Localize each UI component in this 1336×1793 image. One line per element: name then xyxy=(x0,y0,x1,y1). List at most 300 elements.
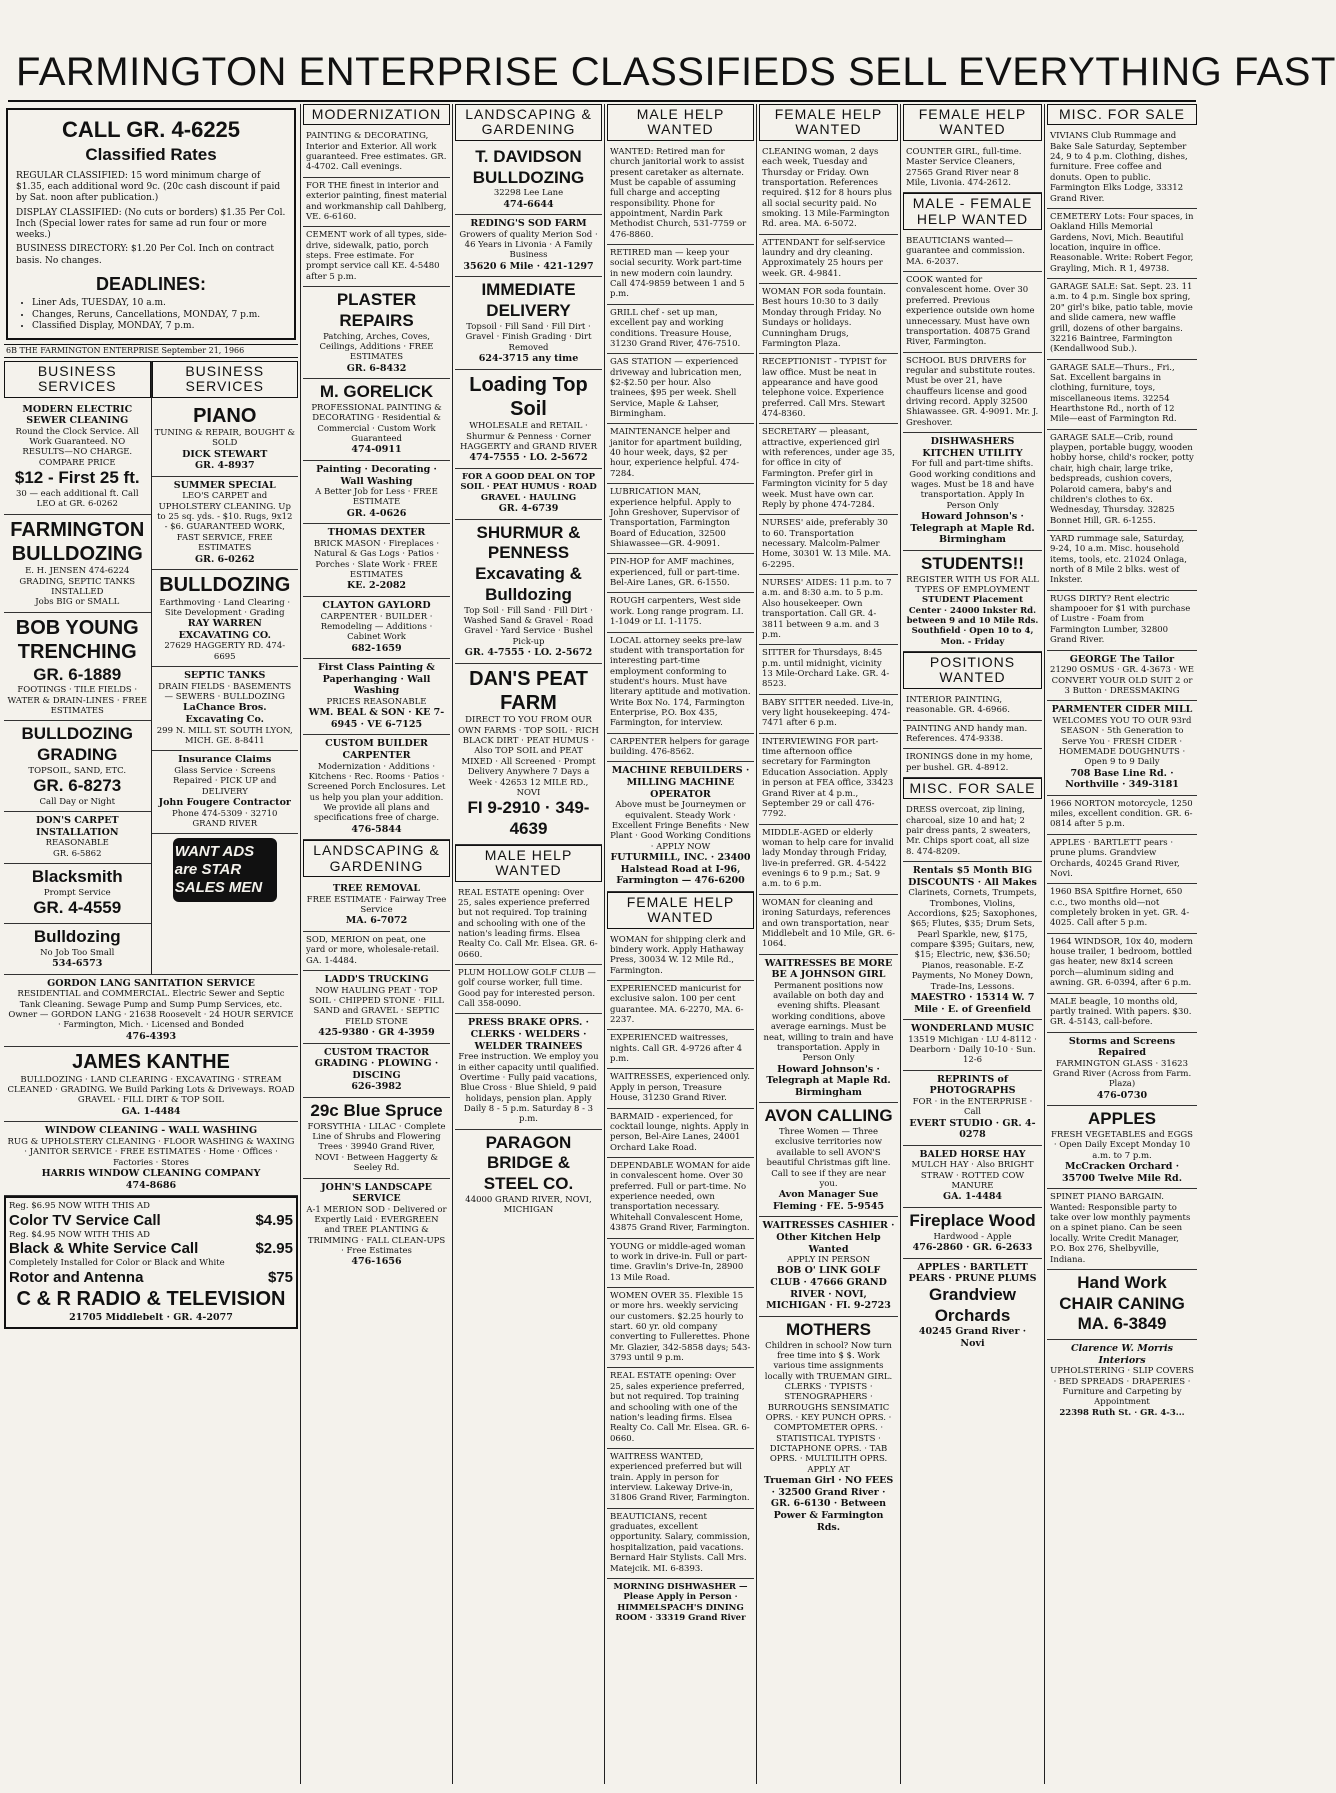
ad-text: GAS STATION — experienced driveway and lubrication men, $2-$2.50 per hour. Also trainees, $95 per week. Shell Service, Maple & Lahser, Birmingham. xyxy=(610,357,742,420)
ad-headline: BOB YOUNG TRENCHING xyxy=(15,616,139,664)
ad xyxy=(759,354,898,424)
ad xyxy=(1047,360,1197,430)
ad-footer: 534-6573 xyxy=(52,958,103,970)
ad-footer: WM. BEAL & SON · KE 7-6945 · VE 6-7125 xyxy=(308,707,445,730)
ad-name: HARRIS WINDOW CLEANING COMPANY xyxy=(41,1167,261,1179)
ad xyxy=(607,1288,754,1369)
ad-footer: 299 N. MILL ST. SOUTH LYON, MICH. GE. 8-8411 xyxy=(156,725,293,746)
ad-headline: PLASTER REPAIRS xyxy=(336,290,417,330)
ad xyxy=(303,379,450,461)
ad xyxy=(1047,531,1197,591)
ad-headline: Insurance Claims xyxy=(178,754,272,766)
section-header: MALE HELP WANTED xyxy=(607,104,754,141)
ad-text: MALE beagle, 10 months old, partly trained. With papers. $30. GR. 4-5143, call-before. xyxy=(1050,996,1192,1028)
ad xyxy=(607,593,754,632)
ad xyxy=(303,1098,450,1179)
ad xyxy=(607,1158,754,1239)
ad xyxy=(759,1317,898,1537)
column-misc-for-sale xyxy=(1047,104,1197,1784)
ad-footer: GR. 6-8432 xyxy=(346,362,407,374)
ad-text: FRESH VEGETABLES and EGGS · Open Daily Except Monday 10 a.m. to 7 p.m. xyxy=(1050,1130,1194,1161)
section-header: BUSINESS SERVICES xyxy=(4,361,151,398)
ad xyxy=(455,1014,602,1129)
ad xyxy=(903,1146,1042,1208)
ad-text: WOMEN OVER 35. Flexible 15 or more hrs. weekly servicing our customers. $2.25 hourly to start. 60 yr. old company converting to Fullerettes. Phone Mr. Glazier, 342-5858 days; 543-3793 until 9 p.m. xyxy=(610,1290,751,1364)
ad xyxy=(455,885,602,966)
ad-headline: SUMMER SPECIAL xyxy=(173,479,276,491)
ad-text: NOW HAULING PEAT · TOP SOIL · CHIPPED STONE · FILL SAND and GRAVEL · SEPTIC FIELD STONE xyxy=(308,985,445,1027)
ad-headline: WINDOW CLEANING - WALL WASHING xyxy=(44,1125,258,1137)
ad-headline: Storms and Screens Repaired xyxy=(1068,1035,1176,1059)
ad-text: Round the Clock Service. All Work Guaranteed. NO RESULTS—NO CHARGE. COMPARE PRICE xyxy=(15,426,139,468)
ad xyxy=(1047,1033,1197,1107)
ad xyxy=(1047,430,1197,531)
ad xyxy=(152,477,299,570)
ad xyxy=(759,955,898,1104)
ad-text: BRICK MASON · Fireplaces · Natural & Gas Logs · Patios · Porches · Slate Work · FREE ESTIMATES xyxy=(313,538,440,581)
ad-text: FARMINGTON GLASS · 31623 Grand River (Across from Farm. Plaza) xyxy=(1052,1058,1192,1090)
ad-footer: GR. 4-0626 xyxy=(346,507,407,519)
ad-text: UPHOLSTERING · SLIP COVERS · BED SPREADS · DRAPERIES · Furniture and Carpeting by Appointment xyxy=(1050,1366,1194,1408)
ad-text: FOR · in the ENTERPRISE · Call xyxy=(912,1096,1033,1118)
ad-name: DICK STEWART xyxy=(182,448,268,460)
ad-footer: STUDENT Placement Center · 24000 Inkster Rd. between 9 and 10 Mile Rds. Southfield · Open 10 to 4, Mon. - Friday xyxy=(906,595,1039,647)
ad xyxy=(1047,651,1197,702)
ad-footer: Jobs BIG or SMALL xyxy=(35,597,120,608)
ad-headline: MOTHERS xyxy=(786,1319,871,1339)
ad-footer: GR. 4-7555 · LO. 2-5672 xyxy=(464,647,593,659)
ad xyxy=(1047,209,1197,279)
section-header: FEMALE HELP WANTED xyxy=(903,104,1042,141)
ad-headline: LADD'S TRUCKING xyxy=(324,974,429,986)
ad-footer: 27629 HAGGERTY RD. 474-6695 xyxy=(164,641,286,662)
ad-text: 21290 OSMUS · GR. 4-3673 · WE CONVERT YOUR OLD SUIT 2 or 3 Button · DRESSMAKING xyxy=(1050,665,1194,696)
classified-rates-box xyxy=(6,108,296,340)
deadlines-list xyxy=(16,298,286,332)
ad-headline: WAITRESSES CASHIER · Other Kitchen Help Wanted xyxy=(762,1220,895,1255)
ad-text: WAITRESS WANTED, experienced preferred but will train. Apply in person for interview. Lakeway Drive-in, 31806 Grand River, Farmington. xyxy=(610,1451,750,1504)
ad-footer: EVERT STUDIO · GR. 4-0278 xyxy=(909,1117,1036,1141)
ad-headline: Clarence W. Morris Interiors xyxy=(1070,1343,1174,1366)
ad-footer: 682-1659 xyxy=(351,642,402,654)
column-business-services xyxy=(4,104,298,1784)
column-divider xyxy=(1044,104,1045,1784)
ad-text: E. H. JENSEN 474-6224 GRADING, SEPTIC TANKS INSTALLED xyxy=(19,566,136,598)
column-modernization xyxy=(303,104,450,1784)
section-header: BUSINESS SERVICES xyxy=(152,361,299,398)
ad-text: Free instruction. We employ you in either capacity until qualified. Overtime · Fully paid vacations, Blue Cross · Blue Shield, 9 paid holidays, pension plan. Apply Daily 8 - 5 p.m. Saturday 8 - 3 p.m. xyxy=(458,1052,599,1125)
section-header: LANDSCAPING & GARDENING xyxy=(455,104,602,141)
ad xyxy=(903,233,1042,272)
ad-text: WOMAN for shipping clerk and bindery work. Apply Hathaway Press, 30034 W. 12 Mile Rd., Farmington. xyxy=(610,934,746,976)
ad xyxy=(4,1047,298,1122)
ad xyxy=(903,1020,1042,1071)
ad-headline: REPRINTS of PHOTOGRAPHS xyxy=(929,1073,1016,1097)
ad-headline: Loading Top Soil xyxy=(469,373,588,420)
ad-text: DRESS overcoat, zip lining, charcoal, size 10 and hat; 2 pair dress pants, 2 sweaters, Mr. Chips sport coat, all size 8. 474-8209. xyxy=(906,805,1031,857)
ad xyxy=(903,1208,1042,1259)
ad-text: DRAIN FIELDS · BASEMENTS — SEWERS · BULLDOZING xyxy=(158,681,292,703)
ad xyxy=(903,1071,1042,1146)
ad-text: Children in school? Now turn free time into $ $. Work various time assignments locally with TRUEMAN GIRL. CLERKS · TYPISTS · STENOGRAPHERS · BURROUGHS SENSIMATIC OPRS. · KEY PUNCH OPRS. · COMPTOMETER OPRS. · STATISTICAL TYPISTS · DICTAPHONE OPRS. · TAB OPRS. · MULTILITH OPRS. APPLY AT xyxy=(764,1340,893,1475)
ad-text: WELCOMES YOU TO OUR 93rd SEASON · 5th Generation to Serve You · FRESH CIDER · HOMEMADE DOUGHNUTS · Open 9 to 9 Daily xyxy=(1052,715,1192,768)
ad-text: BEAUTICIANS, recent graduates, excellent opportunity. Salary, commission, hospitalization, paid vacations. Bernard Hair Stylists. Call Mrs. Matejcik. MI. 6-8393. xyxy=(610,1511,751,1574)
ad xyxy=(903,1259,1042,1354)
ad-text: Permanent positions now available on both day and evening shifts. Pleasant working conditions, above average earnings. Must be neat, willing to train and have transportation. Apply in Person Only xyxy=(763,980,894,1064)
deadlines-title: DEADLINES: xyxy=(95,273,206,294)
ad-headline: MACHINE REBUILDERS · MILLING MACHINE OPERATOR xyxy=(611,765,750,800)
ad-headline: BULLDOZING GRADING xyxy=(21,724,133,765)
ad-headline: WAITRESSES BE MORE BE A JOHNSON GIRL xyxy=(764,957,893,981)
ad-text: PIN-HOP for AMF machines, experienced, full or part-time. Bel-Aire Lanes, GR. 6-1550. xyxy=(610,557,740,589)
ad-text: SPINET PIANO BARGAIN. Wanted: Responsible party to take over low monthly payments on a spinet piano. Can be seen locally. Write Credit Manager, P.O. Box 276, Shelbyville, Indiana. xyxy=(1050,1192,1191,1265)
ad-text: Three Women — Three exclusive territories now available to sell AVON'S beautiful Christmas gift line. Call to see if they are near you. xyxy=(766,1127,891,1189)
ad-footer: GR. 6-0262 xyxy=(194,553,255,565)
ad-footer: 476-1656 xyxy=(351,1256,402,1268)
ad xyxy=(759,284,898,354)
ad-footer: 44000 GRAND RIVER, NOVI, MICHIGAN xyxy=(465,1194,592,1216)
ad xyxy=(607,424,754,484)
ad-text: GARAGE SALE: Sat. Sept. 23. 11 a.m. to 4 p.m. Single box spring, 20" girl's bike, patio table, movie and slide camera, new waffle grill, dozens of other bargains. 32216 Baintree, Farmington (Kendallwood Sub.). xyxy=(1050,282,1193,355)
ad-footer: GR. 6-5862 xyxy=(52,848,102,859)
ad xyxy=(607,354,754,424)
ad xyxy=(759,424,898,515)
ad-footer: 476-4393 xyxy=(125,1030,177,1042)
ad xyxy=(455,144,602,215)
ad xyxy=(903,353,1042,434)
ad-phone: GR. 6-1889 xyxy=(33,664,122,684)
ad-headline: STUDENTS!! xyxy=(921,553,1024,573)
ad xyxy=(607,1509,754,1579)
ad xyxy=(152,667,299,751)
ad-text: SITTER for Thursdays, 8:45 p.m. until midnight, vicinity 13 Mile-Orchard Lake. GR. 4-8523. xyxy=(762,648,890,690)
ad-text: YOUNG or middle-aged woman to work in drive-in. Full or part-time. Gravlin's Drive-In, 28900 13 Mile Road. xyxy=(610,1241,748,1283)
ad-footer: MA. 6-3849 xyxy=(1077,1314,1167,1334)
ad-text: BABY SITTER needed. Live-in, very light housekeeping. 474-7471 after 6 p.m. xyxy=(762,697,894,729)
tv-price: $75 xyxy=(267,1268,293,1286)
ad-text: GARAGE SALE—Crib, round playpen, portable buggy, wooden hobby horse, child's rocker, potty chair, high chair, large trike, bedspreads, cushion covers, Polaroid camera, baby's and children's clothes to 6x. Wednesday, Thursday. 32825 Bonnet Hill, GR. 6-1255. xyxy=(1050,432,1194,526)
ad xyxy=(607,1239,754,1288)
ad xyxy=(303,971,450,1044)
ad-text: 13519 Michigan · LU 4-8112 · Dearborn · Daily 10-10 · Sun. 12-6 xyxy=(908,1034,1037,1066)
ad-footer: Phone 474-5309 · 32710 GRAND RIVER xyxy=(172,808,278,829)
ad xyxy=(759,1103,898,1217)
ad-headline: THOMAS DEXTER xyxy=(327,527,426,539)
ad xyxy=(607,734,754,763)
ad-footer: MA. 6-7072 xyxy=(345,915,408,927)
ad-footer: Call Day or Night xyxy=(39,796,115,807)
ad-text: NURSES' AIDES: 11 p.m. to 7 a.m. and 8:30 a.m. to 5 p.m. Also housekeeper. Own transportation. Call GR. 4-3811 between 9 a.m. and 3 p.m. xyxy=(762,578,892,640)
ad xyxy=(1047,591,1197,651)
ad xyxy=(1047,994,1197,1033)
deadline-item: • Classified Display, MONDAY, 7 p.m. xyxy=(32,321,286,332)
ad xyxy=(607,1109,754,1158)
ad-footer: 40245 Grand River · Novi xyxy=(918,1326,1027,1349)
ad-headline: GORDON LANG SANITATION SERVICE xyxy=(47,977,255,989)
section-header: MALE - FEMALE HELP WANTED xyxy=(903,193,1042,230)
ad-headline: PARMENTER CIDER MILL xyxy=(1051,704,1193,716)
ad xyxy=(607,981,754,1030)
ad-headline: SEPTIC TANKS xyxy=(184,670,266,682)
ad xyxy=(759,645,898,694)
ad xyxy=(1047,128,1197,209)
ad xyxy=(303,1179,450,1273)
ad-text: RECEPTIONIST - TYPIST for law office. Must be neat in appearance and have good telephone voice. Experience preferred. Call Mrs. Stewart 474-8360. xyxy=(762,357,887,420)
ad xyxy=(1047,1106,1197,1189)
ad-headline: PARAGON BRIDGE & STEEL CO. xyxy=(483,1132,574,1194)
ad-text: IRONINGS done in my home, per bushel. GR. 4-8912. xyxy=(906,752,1033,773)
ad xyxy=(303,461,450,524)
ad-text: RETIRED man — keep your social security. Work part-time in new modern coin laundry. Call 474-9859 between 1 and 5 p.m. xyxy=(610,248,745,300)
ad-text: YARD rummage sale, Saturday, 9-24, 10 a.m. Misc. household items, tools, etc. 21024 Onlaga, north of 8 Mile 2 blks. west of Inkster. xyxy=(1050,533,1187,586)
ad-text: INTERVIEWING FOR part-time afternoon office secretary for Farmington Education Association. Apply in person at FEA office, 33423 Grand River at 4 p.m., September 29 or call 476-7792. xyxy=(762,736,894,820)
section-header: MISC. FOR SALE xyxy=(903,778,1042,799)
ad-headline: Fireplace Wood xyxy=(909,1211,1036,1230)
ad-footer: GR. 4-6739 xyxy=(498,503,559,515)
ad xyxy=(303,735,450,840)
ad-headline: 29c Blue Spruce xyxy=(310,1101,443,1120)
ad-text: APPLES · BARTLETT pears · prune plums. Grandview Orchards, 40245 Grand River, Novi. xyxy=(1050,837,1180,879)
ad xyxy=(303,227,450,287)
tv-price-row xyxy=(9,1212,293,1230)
ad-footer: 476-2860 · GR. 6-2633 xyxy=(912,1242,1033,1254)
ad-footer: 476-0730 xyxy=(1096,1089,1148,1101)
tv-reg-line: Completely Installed for Color or Black and White xyxy=(9,1258,225,1269)
ad xyxy=(4,974,298,1048)
ad-headline: TREE REMOVAL xyxy=(332,883,421,895)
masthead: FARMINGTON ENTERPRISE CLASSIFIEDS SELL EVERYTHING FAST xyxy=(16,50,1336,94)
ad-text: DIRECT TO YOU FROM OUR OWN FARMS · TOP SOIL · RICH BLACK DIRT · PEAT HUMUS · Also TOP SOIL and PEAT MIXED · All Screened · Prompt Delivery Anywhere 7 Days a Week · 42653 12 MILE RD., NOVI xyxy=(458,715,599,798)
ad xyxy=(1047,1189,1197,1270)
deadline-item: • Liner Ads, TUESDAY, 10 a.m. xyxy=(32,298,286,309)
ad-text: MORNING DISHWASHER — Please Apply in Person · HIMMELSPACH'S DINING ROOM · 33319 Grand River xyxy=(613,1581,748,1623)
ad-text: GARAGE SALE—Thurs., Fri., Sat. Excellent bargains in clothing, furniture, toys, miscellaneous items. 32254 Hearthstone Rd., north of 12 Mile—east of Farmington Rd. xyxy=(1050,362,1177,425)
ad-text: REAL ESTATE opening: Over 25, sales experience preferred but not required. Top training and schooling with one of the nation's leading firms. Elsea Realty Co. Call Mr. Elsea. GR. 6-0660. xyxy=(458,887,598,960)
ad xyxy=(607,1579,754,1627)
ad xyxy=(1047,884,1197,933)
ad xyxy=(903,692,1042,721)
ad xyxy=(759,235,898,284)
ad-text: DEPENDABLE WOMAN for aide in convalescent home. Over 30 preferred. Full or part-time. No experience needed, own transportation necessary. Whitehall Convalescent Home, 43875 Grand River, Farmington. xyxy=(610,1160,751,1234)
ad xyxy=(903,433,1042,551)
ad-headline: GEORGE The Tailor xyxy=(1069,653,1175,665)
ad xyxy=(303,659,450,735)
ad-text: SECRETARY — pleasant, attractive, experienced girl with references, under age 35, for office in city of Farmington. Prefer girl in Farmington vicinity for 5 day week. Must have own car. Reply by phone 474-7284. xyxy=(762,427,895,510)
ad xyxy=(455,277,602,369)
ad xyxy=(1047,934,1197,994)
deadline-item: • Changes, Reruns, Cancellations, MONDAY, 7 p.m. xyxy=(32,310,286,321)
ad-footer: 35620 6 Mile · 421-1297 xyxy=(463,260,594,272)
ad-text: ROUGH carpenters, West side work. Long range program. LI. 1-1049 or LI. 1-1175. xyxy=(610,596,744,628)
tv-company: C & R RADIO & TELEVISION xyxy=(16,1288,286,1311)
ad-price: $12 - First 25 ft. xyxy=(14,468,140,488)
ad-text: Modernization · Additions · Kitchens · Rec. Rooms · Patios · Screened Porch Enclosures. Let us help you plan your addition. We provide all plans and specifications free of charge. xyxy=(307,761,446,824)
ad-text: Top Soil · Fill Sand · Fill Dirt · Washed Sand & Gravel · Road Gravel · Yard Service · Bushel Pick-up xyxy=(463,605,594,647)
ad-text: PROFESSIONAL PAINTING & DECORATING · Residential & Commercial · Custom Work Guaranteed xyxy=(311,402,442,444)
column-divider xyxy=(300,104,301,1784)
ad xyxy=(152,570,299,667)
ad-headline: AVON CALLING xyxy=(764,1106,893,1126)
ad xyxy=(4,515,151,613)
column-female-help-2 xyxy=(903,104,1042,1784)
ad xyxy=(607,1368,754,1449)
ad xyxy=(607,305,754,354)
ad-footer: 22398 Ruth St. · GR. 4-3... xyxy=(1059,1407,1185,1418)
rates-regular: REGULAR CLASSIFIED: 15 word minimum charge of $1.35, each additional word 9c. (20c cash discount if paid by Sat. noon after publication.) xyxy=(16,170,281,204)
section-header: MISC. FOR SALE xyxy=(1047,104,1197,125)
column-male-help xyxy=(607,104,754,1784)
ad xyxy=(4,812,151,864)
ad-text: PLUM HOLLOW GOLF CLUB — golf course worker, full time. Good pay for interested person. Call 358-0090. xyxy=(458,968,596,1010)
ad xyxy=(607,932,754,981)
ad-text: BARMAID - experienced, for cocktail lounge, nights. Apply in person, Bel-Aire Lanes, 24001 Orchard Lake Road. xyxy=(610,1111,749,1153)
ad-footer: 708 Base Line Rd. · Northville · 349-3181 xyxy=(1065,767,1179,791)
ad xyxy=(903,272,1042,353)
ad-footer: Trueman Girl · NO FEES · 32500 Grand River · GR. 6-6130 · Between Power & Farmington Rds. xyxy=(763,1475,894,1533)
ad-text: ATTENDANT for self-service laundry and dry cleaning. Approximately 25 hours per week. GR. 4-9841. xyxy=(762,237,886,279)
ad-headline: JOHN'S LANDSCAPE SERVICE xyxy=(321,1181,432,1205)
ad-text: Earthmoving · Land Clearing · Site Development · Grading xyxy=(159,597,291,618)
ad-text: FOOTINGS · TILE FIELDS · WATER & DRAIN-LINES · FREE ESTIMATES xyxy=(7,685,148,717)
ad-headline: CUSTOM TRACTOR GRADING · PLOWING · DISCING xyxy=(314,1046,439,1081)
ad-text: CARPENTER · BUILDER · Remodeling — Additions · Cabinet Work xyxy=(320,611,433,643)
ad-text: RESIDENTIAL and COMMERCIAL. Electric Sewer and Septic Tank Cleaning. Sewage Pump and Sump Pump Services, etc. Owner — GORDON LANG · 21638 Roosevelt · 24 HOUR SERVICE · Farmington, Mich. · Licensed and Bonded xyxy=(8,989,294,1031)
ad-headline: REDING'S SOD FARM xyxy=(470,218,587,230)
ad xyxy=(903,551,1042,652)
ad xyxy=(4,924,151,974)
tv-price-row xyxy=(9,1269,293,1287)
ad xyxy=(303,287,450,379)
ad-footer: 425-9380 · GR 4-3959 xyxy=(318,1027,435,1039)
ad-text: GRILL chef - set up man, excellent pay and working conditions. Treasure House, 31230 Grand River, 476-7510. xyxy=(610,307,741,349)
ad xyxy=(903,721,1042,750)
ad-headline: Hand Work CHAIR CANING xyxy=(1059,1272,1185,1313)
ad-headline: APPLES · BARTLETT PEARS · PRUNE PLUMS xyxy=(908,1261,1037,1285)
ad-headline: First Class Painting & Paperhanging · Wall Washing xyxy=(318,662,435,697)
ad xyxy=(759,575,898,645)
ad-text: WAITRESSES, experienced only. Apply in person, Treasure House, 31230 Grand River. xyxy=(610,1072,750,1104)
ad-headline: MODERN ELECTRIC SEWER CLEANING xyxy=(22,403,133,427)
ad-text: TOPSOIL, SAND, ETC. xyxy=(28,765,127,776)
ad xyxy=(1047,279,1197,360)
ad-footer: 474-7555 · LO. 2-5672 xyxy=(469,452,588,464)
ad-text: For full and part-time shifts. Good working conditions and wages. Must be 18 and have transportation. Apply In Person Only xyxy=(909,459,1036,511)
ad xyxy=(759,1217,898,1316)
column-divider xyxy=(452,104,453,1784)
ad-footer: KE. 2-2082 xyxy=(346,580,407,592)
ad xyxy=(455,965,602,1014)
ad-text: VIVIANS Club Rummage and Bake Sale Saturday, September 24, 9 to 4 p.m. Clothing, dishes, furniture. Free coffee and donuts. Open to public. Farmington Elks Lodge, 33312 Grand River. xyxy=(1050,131,1188,204)
ad-footer: 624-3715 any time xyxy=(478,352,579,364)
ad-headline: BALED HORSE HAY xyxy=(919,1148,1026,1160)
ad-footer: 474-6644 xyxy=(503,198,554,210)
ad-text: REGISTER WITH US FOR ALL TYPES OF EMPLOYMENT xyxy=(906,574,1039,595)
tv-price: $2.95 xyxy=(255,1240,293,1258)
column-landscaping xyxy=(455,104,602,1784)
ad xyxy=(759,515,898,575)
ad-text: Grandview Orchards xyxy=(929,1284,1016,1325)
ad xyxy=(303,128,450,177)
ad xyxy=(607,144,754,245)
ad-headline: WONDERLAND MUSIC xyxy=(911,1023,1034,1035)
ad xyxy=(607,1030,754,1069)
ad-headline: Painting · Decorating · Wall Washing xyxy=(316,463,437,487)
ad-text: MIDDLE-AGED or elderly woman to help care for invalid lady Monday through Friday, live-in preferred. GR. 4-5422 evenings 6 to 9 p.m.; Sat. 9 a.m. to 6 p.m. xyxy=(762,827,894,890)
ad-text: 1966 NORTON motorcycle, 1250 miles, excellent condition. GR. 6-0814 after 5 p.m. xyxy=(1050,798,1193,830)
ad xyxy=(1047,1340,1197,1422)
ad-text: RUG & UPHOLSTERY CLEANING · FLOOR WASHING & WAXING · JANITOR SERVICE · FREE ESTIMATES · Home · Offices · Factories · Stores xyxy=(7,1136,295,1168)
ad-text: BULLDOZING · LAND CLEARING · EXCAVATING · STREAM CLEANED · GRADING. We Build Parking Lots & Driveways. ROAD GRAVEL · FILL DIRT & TOP SOIL xyxy=(7,1074,295,1106)
ad-text: EXPERIENCED manicurist for exclusive salon. 100 per cent guarantee. MA. 6-2270, MA. 6-2237. xyxy=(610,983,744,1026)
ad-headline: DON'S CARPET INSTALLATION xyxy=(35,815,119,838)
ad-text: Hardwood - Apple xyxy=(933,1231,1012,1242)
ad-text: LUBRICATION MAN, experience helpful. Apply to John Greshover, Supervisor of Transportation, Farmington Board of Education, 32500 Shiawassee—GR. 4-9091. xyxy=(610,487,740,549)
ad-text: REAL ESTATE opening: Over 25, sales experience preferred, but not required. Top training and schooling with one of the nation's leading firms. Elsea Realty Co. Call Mr. Elsea. GR. 6-0660. xyxy=(610,1371,750,1444)
ad-text: BEAUTICIANS wanted—guarantee and commission. MA. 6-2037. xyxy=(906,236,1025,267)
tv-price-row xyxy=(9,1240,293,1258)
ad-headline: FARMINGTON BULLDOZING xyxy=(10,518,145,565)
ad-footer: MAESTRO · 15314 W. 7 Mile · E. of Greenfield xyxy=(910,991,1035,1015)
ad-footer: FUTURMILL, INC. · 23400 Halstead Road at I-96, Farmington — 476-6200 xyxy=(610,852,751,887)
ad-text: Clarinets, Cornets, Trumpets, Trombones, Violins, Accordions, $25; Saxophones, $65; Flutes, $35; Drum Sets, Pearl Sparkle, new, $175, compare $395; Guitars, new, $15; Electric, new, $36.50; Pianos, reasonable. E-Z Payments, No Money Down, Trade-Ins, Lessons. xyxy=(907,888,1038,992)
ad-text: PAINTING & DECORATING, Interior and Exterior. All work guaranteed. Free estimates. GR. 4-4702. Call evenings. xyxy=(306,131,447,173)
ad-footer: GA. 1-4484 xyxy=(942,1191,1003,1203)
ad xyxy=(303,178,450,227)
ad xyxy=(152,751,299,834)
ad-headline: IMMEDIATE DELIVERY xyxy=(481,280,576,321)
ad-text: LEO'S CARPET and UPHOLSTERY CLEANING. Up to 25 sq. yds. - $10. Rugs, 9x12 - $6. GUARANTEED WORK, FAST SERVICE, FREE ESTIMATES xyxy=(157,491,293,554)
ad-headline: BULLDOZING xyxy=(159,574,291,597)
ad-text: 1964 WINDSOR, 10x 40, modern house trailer, 1 bedroom, bottled gas heater, new 8x14 screen porch—aluminum siding and awning. GR. 6-0394, after 6 p.m. xyxy=(1050,936,1193,989)
ad-headline: M. GORELICK xyxy=(319,382,434,402)
ad-text: Topsoil · Fill Sand · Fill Dirt · Gravel · Finish Grading · Dirt Removed xyxy=(465,321,592,353)
ad xyxy=(4,613,151,722)
ad-footer: Avon Manager Sue Fleming · FE. 5-9545 xyxy=(772,1189,885,1212)
ad xyxy=(759,144,898,235)
ad xyxy=(303,1044,450,1098)
ad-footer: FI 9-2910 · 349-4639 xyxy=(467,798,590,838)
ad-name: LaChance Bros. Excavating Co. xyxy=(182,702,267,725)
ad-text: PAINTING AND handy man. References. 474-9338. xyxy=(906,723,1028,744)
ad-footer: 626-3982 xyxy=(351,1081,402,1093)
column-divider xyxy=(900,104,901,1784)
ad-text: Glass Service · Screens Repaired · PICK UP and DELIVERY xyxy=(173,765,277,797)
ad-text: EXPERIENCED waitresses, nights. Call GR. 4-9726 after 4 p.m. xyxy=(610,1033,743,1065)
ad xyxy=(303,524,450,597)
business-services-b xyxy=(152,361,299,974)
tv-service-ad xyxy=(4,1196,298,1329)
ad xyxy=(759,695,898,734)
ad-text: 1960 BSA Spitfire Hornet, 650 c.c., two months old—not completely broken in yet. GR. 4-4025. Call after 5 p.m. xyxy=(1050,887,1190,929)
ad-text: No Job Too Small xyxy=(40,947,115,958)
section-header: FEMALE HELP WANTED xyxy=(759,104,898,141)
ad-headline: CUSTOM BUILDER CARPENTER xyxy=(325,738,428,762)
ad-headline: PIANO xyxy=(193,404,257,427)
ad-footer: GA. 1-4484 xyxy=(121,1105,181,1117)
ad-text: NURSES' aide, preferably 30 to 60. Transportation necessary. Malcolm-Palmer Home, 30301 W. 13 Mile. MA. 6-2295. xyxy=(762,518,892,570)
column-divider xyxy=(604,104,605,1784)
section-header: FEMALE HELP WANTED xyxy=(607,892,754,929)
ad-text: WANTED: Retired man for church janitorial work to assist present caretaker as alternate. Must be capable of assuming full charge and accepting responsibility. Phone for appointment, Nardin Park Methodist Church, 531-7759 or 476-8860. xyxy=(610,146,747,240)
ad xyxy=(759,895,898,955)
ad-headline: SHURMUR & PENNESS Excavating & Bulldozing xyxy=(475,522,582,604)
ad xyxy=(152,401,299,477)
ad xyxy=(607,554,754,593)
ad xyxy=(455,370,602,469)
rates-phone: CALL GR. 4-6225 xyxy=(61,117,241,142)
ad-text: COOK wanted for convalescent home. Over 30 preferred. Previous experience outside own home unnecessary. Must have own transportation. 40875 Grand River, Farmington. xyxy=(906,275,1035,348)
tv-item: Rotor and Antenna xyxy=(9,1268,144,1286)
